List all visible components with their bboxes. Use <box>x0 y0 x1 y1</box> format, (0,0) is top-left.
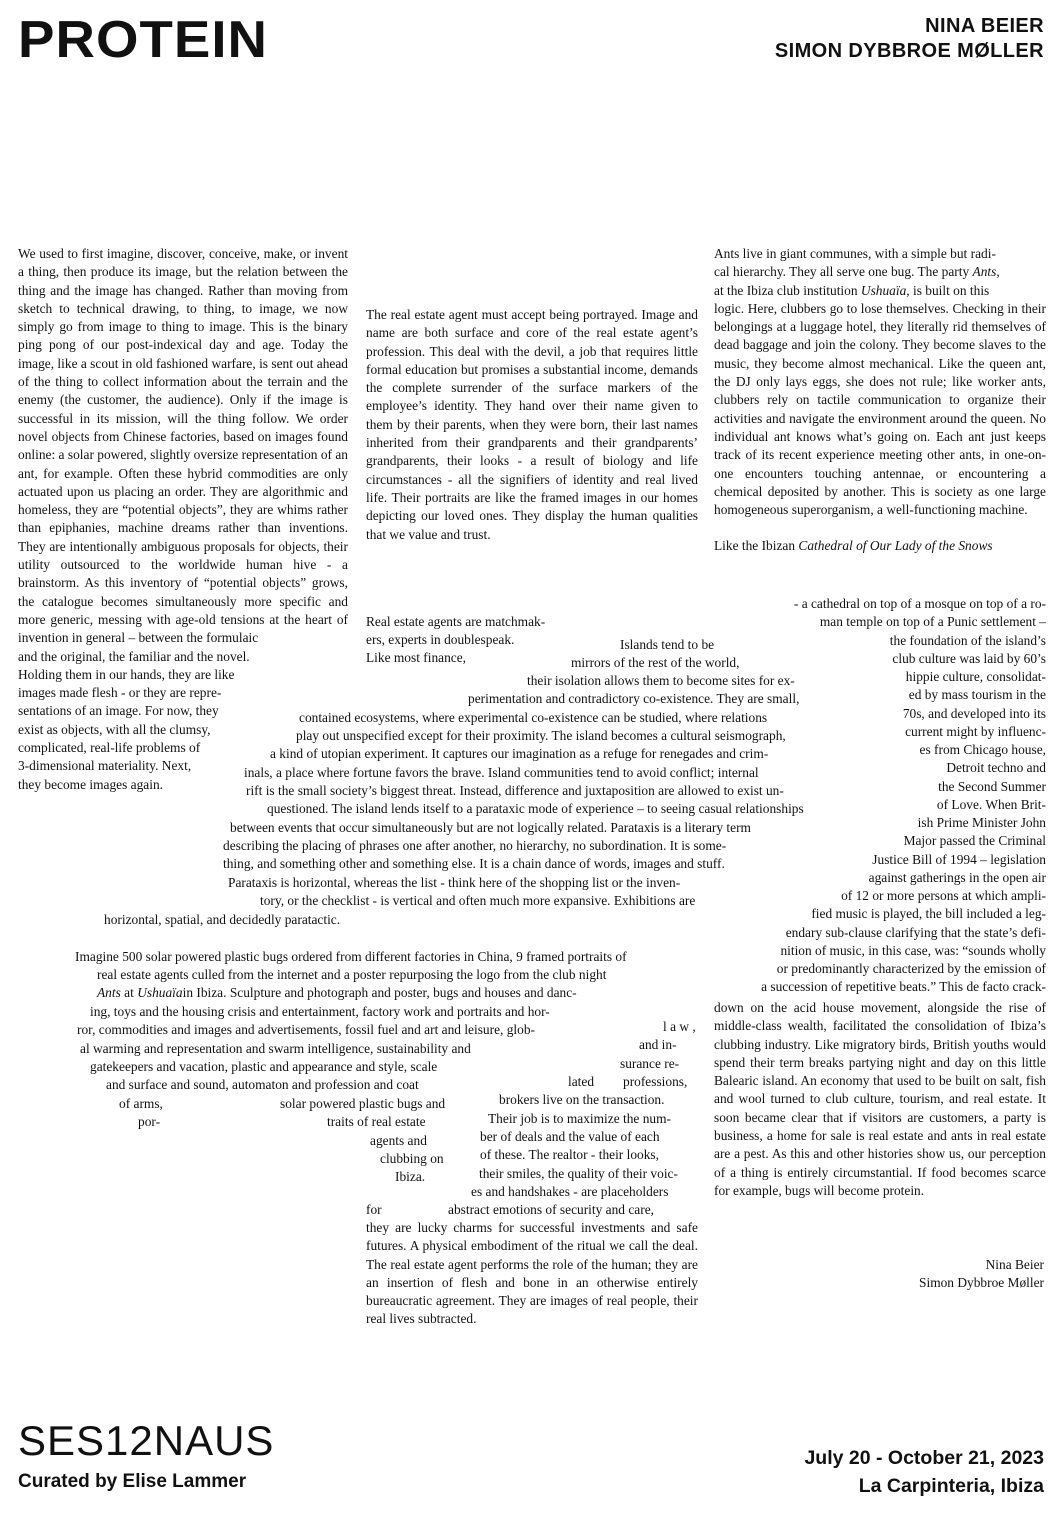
line: Ibiza. <box>395 1169 426 1184</box>
line: ed by mass tourism in the <box>908 687 1046 703</box>
line: rift is the small society’s biggest threat. Instead, difference and juxtaposition are allowed to exist un- <box>246 783 784 798</box>
line: l a w , <box>663 1019 696 1034</box>
line: of Love. When Brit- <box>936 796 1046 812</box>
line <box>714 537 1046 555</box>
ants-italic: Ants <box>972 264 997 280</box>
line: mirrors of the rest of the world, <box>571 655 740 670</box>
exhibition-location: La Carpinteria, Ibiza <box>858 1475 1044 1497</box>
line <box>714 263 1046 281</box>
line: brokers live on the transaction. <box>499 1092 665 1107</box>
line: traits of real estate <box>327 1114 426 1129</box>
line: complicated, real-life problems of <box>18 740 201 756</box>
line: contained ecosystems, where experimental co-existence can be studied, where relations <box>299 710 768 725</box>
line: - a cathedral on top of a mosque on top of a ro- <box>793 596 1046 611</box>
line: tory, or the checklist - is vertical and often much more expansive. Exhibitions are <box>260 893 696 908</box>
line: solar powered plastic bugs and <box>280 1096 446 1111</box>
column-3 <box>714 245 1046 556</box>
exhibition-dates: July 20 - October 21, 2023 <box>804 1447 1044 1469</box>
line: es and handshakes - are placeholders <box>471 1184 669 1199</box>
line: Their job is to maximize the num- <box>488 1111 671 1126</box>
line: abstract emotions of security and care, <box>448 1202 654 1217</box>
line: Like most finance, <box>366 650 467 665</box>
paragraph: The real estate agent must accept being portrayed. Image and name are both surface and core of the real estate agent’s profession. This deal with the devil, a job that requires little formal education but promises a substantial income, demands the complete surrender of the surface markers of the employee’s identity. They hand over their name given to them by their parents, when they were born, their last names inherited from their grandparents and their grandparents’ grandparents, their looks - a result of biology and life circumstances - all the signifiers of identity and real lived life. Their portraits are like the framed images in our homes depicting our loved ones. They display the human qualities that we value and trust. <box>366 307 698 542</box>
line: ish Prime Minister John <box>917 815 1046 830</box>
line: current might by influenc- <box>905 723 1046 739</box>
paragraph: logic. Here, clubbers go to lose themselves. Checking in their belongings at a luggage hotel, they literally rid themselves of dead baggage and join the colony. They become slaves to the music, they become almost mechanical. Like the queen ant, the DJ only lays eggs, she does not rule; like worker ants, clubbers rely on tactile communication to organize their activities and navigate the environment around the queen. No individual ant knows what’s going on. Each ant just keeps track of its recent experience meeting other ants, in one-on-one encounters touching antennae, or encountering a chemical deposited by another. This is society as one large homogeneous superorganism, a well-functioning machine. <box>714 300 1046 518</box>
line: real estate agents culled from the internet and a poster repurposing the logo from the club night <box>97 967 607 982</box>
line: their smiles, the quality of their voic- <box>479 1166 678 1181</box>
line: ing, toys and the housing crisis and entertainment, factory work and portraits and hor- <box>90 1004 550 1019</box>
line: gatekeepers and vacation, plastic and appearance and style, scale <box>90 1059 438 1074</box>
line: of 12 or more persons at which ampli- <box>841 888 1046 903</box>
line: Justice Bill of 1994 – legislation <box>872 851 1046 867</box>
paragraph: they are lucky charms for successful investments and safe futures. A physical embodiment of the ritual we call the deal. The real estate agent performs the role of the human; they are an insertion of flesh and bone in an otherwise entirely bureaucratic agreement. They are images of real people, their real lives subtracted. <box>366 1220 698 1327</box>
paragraph: We used to first imagine, discover, conceive, make, or invent a thing, then produce its image, but the relation between the thing and the image has changed. Rather than moving from sketch to technical drawing, to thing, to image, we now simply go from image to thing to image. This is the binary ping pong of our post-indexical day and age. Today the image, like a scout in old fashioned warfare, is sent out ahead of the thing to collect information about the terrain and the enemy (the customer, the audience). Only if the image is successful in its mission, will the thing follow. We order novel objects from Chinese factories, based on images found online: a solar powered, slightly oversize representation of an ant, for example. Often these hybrid commodities are only actuated upon us placing an order. They are algorithmic and homeless, they are “potential objects”, they are whims rather than epiphanies, machine dreams rather than inventions. They are intentionally ambiguous proposals for objects, their utility outsourced to the worldwide human hive - a brainstorm. As this inventory of “potential objects” grows, the catalogue becomes simultaneously more specific and more generic, messing with age-old tensions at the heart of invention in general – between the formulaic <box>18 246 348 646</box>
artist-name: NINA BEIER <box>925 15 1044 37</box>
line: 3-dimensional materiality. Next, <box>18 758 192 774</box>
line: agents and <box>370 1133 427 1148</box>
line: the foundation of the island’s <box>889 632 1046 648</box>
cathedral-italic: Cathedral of Our Lady of the Snows <box>798 538 993 554</box>
line: ber of deals and the value of each <box>480 1129 660 1144</box>
line: Detroit techno and <box>946 760 1046 776</box>
signature-name: Simon Dybbroe Møller <box>919 1275 1044 1291</box>
line: Real estate agents are matchmak- <box>366 614 546 629</box>
line: club culture was laid by 60’s <box>892 650 1046 666</box>
line: professions, <box>623 1074 688 1089</box>
ants-italic: Ants <box>97 985 121 1000</box>
line: nition of music, in this case, was: “sounds wholly <box>780 942 1046 958</box>
line: clubbing on <box>380 1151 444 1166</box>
line: the Second Summer <box>938 778 1046 794</box>
line: thing, and something other and something else. It is a chain dance of words, images and stuff. <box>223 856 725 871</box>
line: a kind of utopian experiment. It captures our imagination as a refuge for renegades and crim- <box>270 746 769 761</box>
line: al warming and representation and swarm intelligence, sustainability and <box>80 1041 471 1056</box>
venue-logo: SES12NAUS <box>18 1417 275 1464</box>
exhibition-info <box>804 1444 1044 1500</box>
line-text: , is built on this <box>906 282 990 298</box>
line-text: Like the Ibizan <box>714 538 796 554</box>
line: and in- <box>639 1037 677 1052</box>
line: of arms, <box>119 1096 163 1111</box>
paragraph: down on the acid house movement, alongside the rise of middle-class wealth, facilitated the consolidation of Ibiza’s clubbing industry. Like migratory birds, British youths would spend their term breaks partying night and day on this little Balearic island. An economy that used to be built on salt, fish and wool turned to club culture, tourism, and real estate. It soon became clear that if visitors are customers, a party is business, a home for sale is real estate and ants in real estate are a pest. As this and other histories show us, our perception of a thing is entirely circumstantial. If food becomes scarce for example, bugs will become protein. <box>714 1000 1046 1198</box>
line: es from Chicago house, <box>919 742 1046 757</box>
line: for <box>366 1202 382 1217</box>
line: or predominantly characterized by the emission of <box>776 961 1046 976</box>
line: fied music is played, the bill included a leg- <box>811 906 1046 922</box>
line-text: at the Ibiza club institution <box>714 282 858 298</box>
line <box>97 984 577 1002</box>
line-text: , <box>996 264 1000 280</box>
line: exist as objects, with all the clumsy, <box>18 721 211 737</box>
line: Imagine 500 solar powered plastic bugs ordered from different factories in China, 9 framed portraits of <box>75 949 627 964</box>
line: man temple on top of a Punic settlement – <box>819 614 1046 630</box>
line: and surface and sound, automaton and profession and coat <box>106 1077 419 1092</box>
signature <box>919 1256 1044 1293</box>
line: sentations of an image. For now, they <box>18 703 219 719</box>
line: between events that occur simultaneously but are not logically related. Parataxis is a literary term <box>230 820 751 835</box>
curator-credit: Curated by Elise Lammer <box>18 1471 247 1492</box>
line: Major passed the Criminal <box>903 833 1046 849</box>
line: Parataxis is horizontal, whereas the list - think here of the shopping list or the inven- <box>228 875 681 890</box>
line: ror, commodities and images and advertisements, fossil fuel and art and leisure, glob- <box>77 1022 535 1037</box>
line: their isolation allows them to become sites for ex- <box>527 673 795 688</box>
line: they become images again. <box>18 776 164 792</box>
signature-name: Nina Beier <box>985 1257 1044 1272</box>
line <box>714 282 1046 300</box>
line: describing the placing of phrases one after another, no hierarchy, no subordination. It is some- <box>223 838 727 853</box>
paragraph-block <box>714 999 1046 1200</box>
line: lated <box>568 1074 595 1089</box>
line: hippie culture, consolidat- <box>905 669 1046 684</box>
line: Islands tend to be <box>620 637 715 652</box>
paragraph-block <box>366 1219 698 1329</box>
column-3-stair <box>761 595 1046 997</box>
line: a succession of repetitive beats.” This de facto crack- <box>761 979 1046 995</box>
column-2 <box>366 306 698 544</box>
line: por- <box>138 1114 161 1129</box>
line-text: cal hierarchy. They all serve one bug. The party <box>714 264 970 280</box>
line: horizontal, spatial, and decidedly paratactic. <box>104 912 341 927</box>
artist-name: SIMON DYBBROE MØLLER <box>774 40 1044 62</box>
line: 70s, and developed into its <box>902 705 1046 721</box>
line: play out unspecified except for their proximity. The island becomes a cultural seismograph, <box>296 728 786 743</box>
ushuaia-italic: Ushuaïa <box>137 985 183 1000</box>
line: Holding them in our hands, they are like <box>18 666 235 682</box>
line: images made flesh - or they are repre- <box>18 685 222 701</box>
exhibition-title: PROTEIN <box>18 11 269 69</box>
line: surance re- <box>620 1056 680 1071</box>
line-text: in Ibiza. Sculpture and photograph and poster, bugs and houses and danc- <box>182 985 577 1000</box>
line-text: at <box>124 985 134 1000</box>
line: of these. The realtor - their looks, <box>480 1147 659 1162</box>
ushuaia-italic: Ushuaïa <box>860 282 907 298</box>
line: against gatherings in the open air <box>868 869 1046 885</box>
line: and the original, the familiar and the novel. <box>18 648 250 664</box>
line: inals, a place where fortune favors the brave. Island communities tend to avoid conflict; internal <box>244 765 759 780</box>
artist-names <box>775 14 1044 64</box>
line: perimentation and contradictory co-existence. They are small, <box>468 691 800 706</box>
line: questioned. The island lends itself to a parataxic mode of experience – to seeing casual relationships <box>267 801 804 816</box>
line: ers, experts in doublespeak. <box>366 632 515 647</box>
line: Ants live in giant communes, with a simple but radi- <box>714 246 996 261</box>
line: endary sub-clause clarifying that the state’s defi- <box>785 924 1046 940</box>
